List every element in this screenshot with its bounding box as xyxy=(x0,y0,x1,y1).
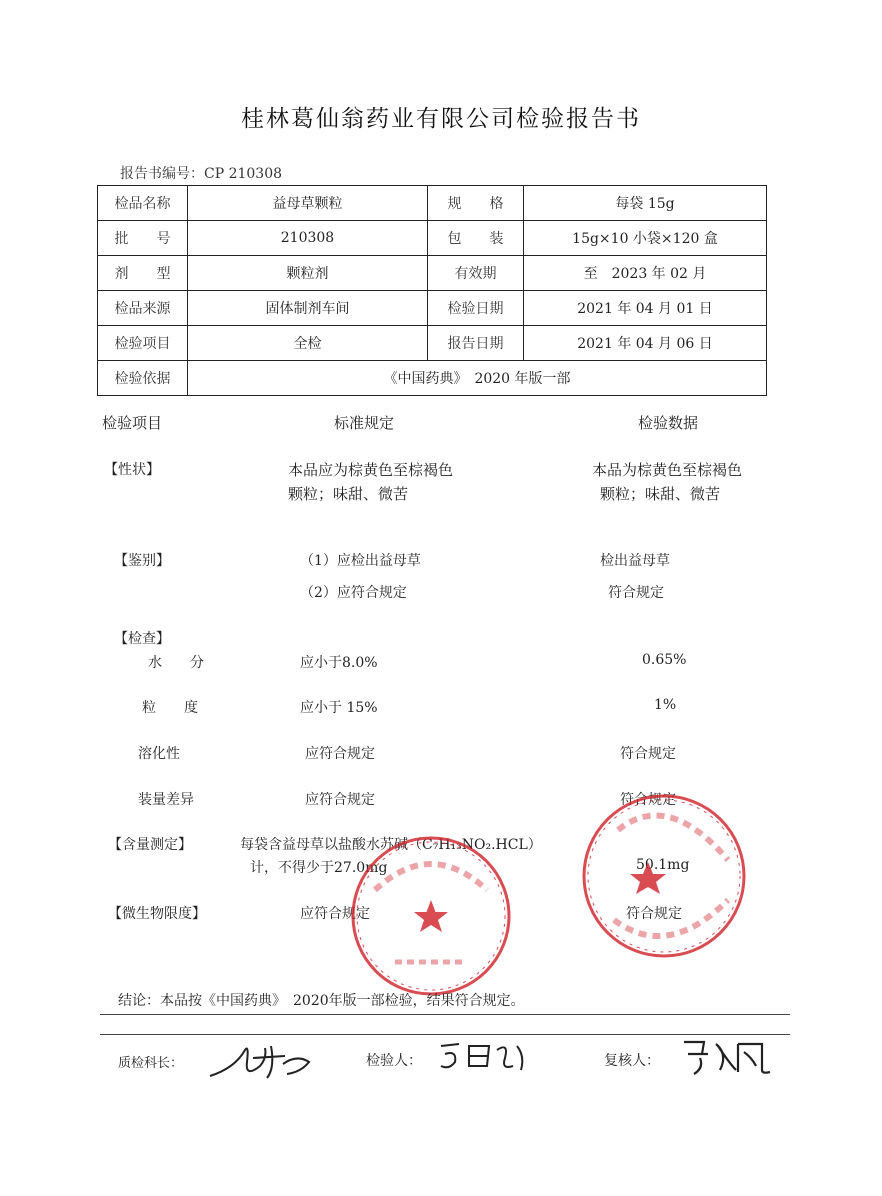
conclusion: 结论：本品按《中国药典》 2020年版一部检验，结果符合规定。 xyxy=(118,993,525,1009)
value-cell: 益母草颗粒 xyxy=(188,186,428,221)
value-cell: 210308 xyxy=(188,221,428,256)
appearance-standard-line2: 颗粒；味甜、微苦 xyxy=(288,485,409,503)
chief-label: 质检科长： xyxy=(118,1056,184,1071)
check-item-standard: 应小于8.0% xyxy=(300,655,378,671)
table-row xyxy=(98,291,767,326)
table-row xyxy=(98,326,767,361)
table-row xyxy=(98,221,767,256)
assay-result: 50.1mg xyxy=(636,857,690,873)
value-cell: 至 2023 年 02 月 xyxy=(524,256,767,291)
label-cell: 剂 型 xyxy=(98,256,188,291)
label-cell: 检验项目 xyxy=(98,326,188,361)
header-standard: 标准规定 xyxy=(334,414,395,432)
check-item-standard: 应小于 15% xyxy=(300,700,378,716)
section-identification-title: 【鉴别】 xyxy=(114,553,170,569)
identification-standard-2: （2）应符合规定 xyxy=(300,585,407,601)
section-check-title: 【检查】 xyxy=(114,631,170,647)
check-item-result: 符合规定 xyxy=(620,792,676,808)
label-cell: 检验依据 xyxy=(98,361,188,396)
check-item-result: 符合规定 xyxy=(620,746,676,762)
divider-line xyxy=(100,1014,790,1015)
section-appearance-title: 【性状】 xyxy=(104,462,160,478)
check-item-result: 1% xyxy=(654,697,677,713)
label-cell: 检品名称 xyxy=(98,186,188,221)
table-row xyxy=(98,186,767,221)
check-item-name: 装量差异 xyxy=(138,792,194,808)
header-result: 检验数据 xyxy=(638,414,699,432)
chief-signature xyxy=(205,1038,315,1082)
label-cell: 有效期 xyxy=(428,256,524,291)
value-cell: 固体制剂车间 xyxy=(188,291,428,326)
section-assay-title: 【含量测定】 xyxy=(108,837,192,853)
micro-standard: 应符合规定 xyxy=(300,906,370,922)
inspector-label: 检验人： xyxy=(366,1053,422,1069)
table-row xyxy=(98,361,767,396)
label-cell: 规 格 xyxy=(428,186,524,221)
label-cell: 报告日期 xyxy=(428,326,524,361)
identification-standard-1: （1）应检出益母草 xyxy=(300,553,421,569)
assay-standard-line2: 计，不得少于27.0mg xyxy=(250,860,388,876)
check-item-name: 粒 度 xyxy=(142,700,198,716)
table-row xyxy=(98,256,767,291)
identification-result-1: 检出益母草 xyxy=(600,553,670,569)
value-cell: 2021 年 04 月 01 日 xyxy=(524,291,767,326)
micro-result: 符合规定 xyxy=(626,906,682,922)
check-item-standard: 应符合规定 xyxy=(305,792,375,808)
label-cell: 批 号 xyxy=(98,221,188,256)
pharmacy-seal-stamp xyxy=(578,790,750,962)
report-number: 报告书编号：CP 210308 xyxy=(120,166,283,182)
header-item: 检验项目 xyxy=(102,414,163,432)
check-item-result: 0.65% xyxy=(642,652,687,668)
info-table xyxy=(97,185,767,396)
identification-result-2: 符合规定 xyxy=(608,585,664,601)
label-cell: 检验日期 xyxy=(428,291,524,326)
value-cell: 15g×10 小袋×120 盒 xyxy=(524,221,767,256)
appearance-standard-line1: 本品应为棕黄色至棕褐色 xyxy=(288,461,454,479)
basis-value: 《中国药典》 2020 年版一部 xyxy=(188,361,767,396)
value-cell: 2021 年 04 月 06 日 xyxy=(524,326,767,361)
assay-standard-line1: 每袋含益母草以盐酸水苏碱（C₇H₁₃NO₂.HCL） xyxy=(240,837,542,853)
report-title: 桂林葛仙翁药业有限公司检验报告书 xyxy=(241,106,641,132)
company-seal-stamp xyxy=(345,830,517,1002)
label-cell: 检品来源 xyxy=(98,291,188,326)
value-cell: 颗粒剂 xyxy=(188,256,428,291)
check-item-name: 水 分 xyxy=(148,655,204,671)
inspector-signature xyxy=(435,1036,535,1076)
label-cell: 包 装 xyxy=(428,221,524,256)
value-cell: 全检 xyxy=(188,326,428,361)
section-micro-title: 【微生物限度】 xyxy=(108,906,206,922)
appearance-result-line2: 颗粒；味甜、微苦 xyxy=(600,485,721,503)
check-item-name: 溶化性 xyxy=(138,746,180,762)
appearance-result-line1: 本品为棕黄色至棕褐色 xyxy=(592,461,743,479)
reviewer-signature xyxy=(678,1034,778,1078)
reviewer-label: 复核人： xyxy=(604,1053,660,1069)
value-cell: 每袋 15g xyxy=(524,186,767,221)
check-item-standard: 应符合规定 xyxy=(305,746,375,762)
